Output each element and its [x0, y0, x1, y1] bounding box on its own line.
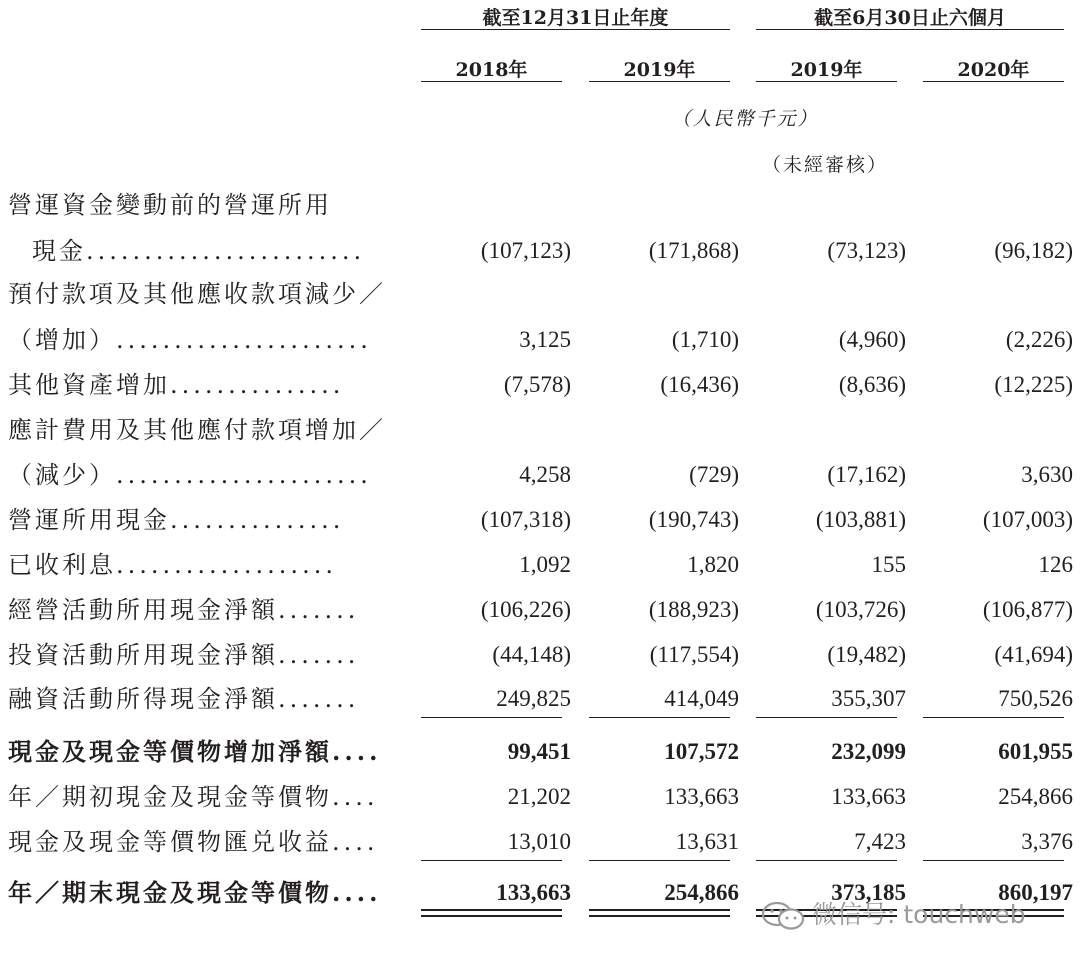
double-rule-top-2 — [589, 909, 730, 911]
cell-value: (41,694) — [994, 642, 1073, 667]
cell-value: 414,049 — [664, 686, 739, 711]
row-label: 現金........................ — [32, 237, 366, 265]
cell-value: 155 — [871, 552, 906, 577]
cell-value: (2,226) — [1005, 327, 1073, 352]
row-label: 其他資產增加............... — [8, 371, 345, 399]
year-header-1: 2018年 — [455, 59, 528, 81]
cell-value: 373,185 — [831, 880, 906, 905]
total-rule-1 — [421, 860, 562, 861]
cell-value: 3,630 — [1021, 462, 1073, 487]
year-rule-2 — [589, 81, 730, 82]
row-label: 應計費用及其他應付款項增加／ — [8, 416, 386, 444]
cell-value: (7,578) — [503, 372, 571, 397]
subtotal-rule-3 — [756, 717, 897, 718]
cell-value: (17,162) — [827, 462, 906, 487]
cell-value: 133,663 — [664, 784, 739, 809]
cell-value: 232,099 — [831, 739, 906, 764]
row-label: 年／期初現金及現金等價物.... — [8, 783, 379, 811]
cell-value: 860,197 — [998, 880, 1073, 905]
cell-value: 750,526 — [998, 686, 1073, 711]
year-rule-1 — [421, 81, 562, 82]
wechat-icon — [760, 900, 806, 932]
subtotal-rule-1 — [421, 717, 562, 718]
cell-value: (107,123) — [480, 238, 571, 263]
row-label: 現金及現金等價物增加淨額.... — [8, 737, 382, 766]
total-rule-2 — [589, 860, 730, 861]
row-label: 現金及現金等價物匯兑收益.... — [8, 828, 379, 856]
cell-value: (106,877) — [982, 597, 1073, 622]
double-rule-top-1 — [421, 909, 562, 911]
subtotal-rule-4 — [923, 717, 1064, 718]
cell-value: 249,825 — [496, 686, 571, 711]
header-group2-rule — [756, 29, 1064, 30]
row-label: （增加）...................... — [8, 326, 372, 354]
cell-value: 21,202 — [507, 784, 571, 809]
row-label: 投資活動所用現金淨額....... — [8, 641, 360, 669]
cell-value: 7,423 — [854, 829, 906, 854]
total-rule-3 — [756, 860, 897, 861]
year-rule-3 — [756, 81, 897, 82]
cell-value: (171,868) — [648, 238, 739, 263]
double-rule-bottom-1 — [421, 915, 562, 917]
cell-value: (107,003) — [982, 507, 1073, 532]
cell-value: (106,226) — [480, 597, 571, 622]
cell-value: 13,010 — [507, 829, 571, 854]
cell-value: 126 — [1038, 552, 1073, 577]
cell-value: (8,636) — [838, 372, 906, 397]
row-label: 經營活動所用現金淨額....... — [8, 596, 360, 624]
year-header-2: 2019年 — [623, 59, 696, 81]
row-label: 年／期末現金及現金等價物.... — [8, 878, 382, 907]
row-label: 預付款項及其他應收款項減少／ — [8, 280, 386, 308]
year-header-3: 2019年 — [790, 59, 863, 81]
currency-note: （人民幣千元） — [671, 108, 819, 130]
cell-value: (4,960) — [838, 327, 906, 352]
cell-value: 13,631 — [675, 829, 739, 854]
year-rule-4 — [923, 81, 1064, 82]
cell-value: (44,148) — [492, 642, 571, 667]
total-rule-4 — [923, 860, 1064, 861]
cell-value: (190,743) — [648, 507, 739, 532]
cell-value: (1,710) — [671, 327, 739, 352]
double-rule-bottom-2 — [589, 915, 730, 917]
cell-value: 601,955 — [998, 739, 1073, 764]
cell-value: 107,572 — [664, 739, 739, 764]
cell-value: (16,436) — [660, 372, 739, 397]
cell-value: (117,554) — [649, 642, 739, 667]
watermark-text: 微信号: touchweb — [812, 900, 1026, 929]
cell-value: 133,663 — [496, 880, 571, 905]
cell-value: 254,866 — [664, 880, 739, 905]
cell-value: (96,182) — [994, 238, 1073, 263]
cell-value: (729) — [689, 462, 739, 487]
row-label: 營運資金變動前的營運所用 — [8, 191, 332, 219]
cell-value: 3,125 — [519, 327, 571, 352]
cell-value: (188,923) — [648, 597, 739, 622]
wechat-watermark — [760, 895, 1060, 935]
unaudited-note: （未經審核） — [761, 154, 888, 176]
year-header-4: 2020年 — [957, 59, 1030, 81]
cell-value: 99,451 — [507, 739, 571, 764]
cell-value: 4,258 — [519, 462, 571, 487]
cell-value: (103,726) — [815, 597, 906, 622]
cell-value: 1,092 — [519, 552, 571, 577]
row-label: 營運所用現金............... — [8, 506, 345, 534]
cell-value: (12,225) — [994, 372, 1073, 397]
row-label: 融資活動所得現金淨額....... — [8, 685, 360, 713]
row-label: 已收利息................... — [8, 551, 337, 579]
header-group-year-ended: 截至12月31日止年度 — [482, 7, 669, 29]
cell-value: (19,482) — [827, 642, 906, 667]
cell-value: (73,123) — [827, 238, 906, 263]
cell-value: 1,820 — [687, 552, 739, 577]
subtotal-rule-2 — [589, 717, 730, 718]
cell-value: (103,881) — [815, 507, 906, 532]
cell-value: 133,663 — [831, 784, 906, 809]
cell-value: 254,866 — [998, 784, 1073, 809]
row-label: （減少）...................... — [8, 461, 372, 489]
header-group-six-months: 截至6月30日止六個月 — [814, 7, 1006, 29]
header-group1-rule — [421, 29, 730, 30]
cell-value: (107,318) — [480, 507, 571, 532]
cell-value: 3,376 — [1021, 829, 1073, 854]
cell-value: 355,307 — [831, 686, 906, 711]
